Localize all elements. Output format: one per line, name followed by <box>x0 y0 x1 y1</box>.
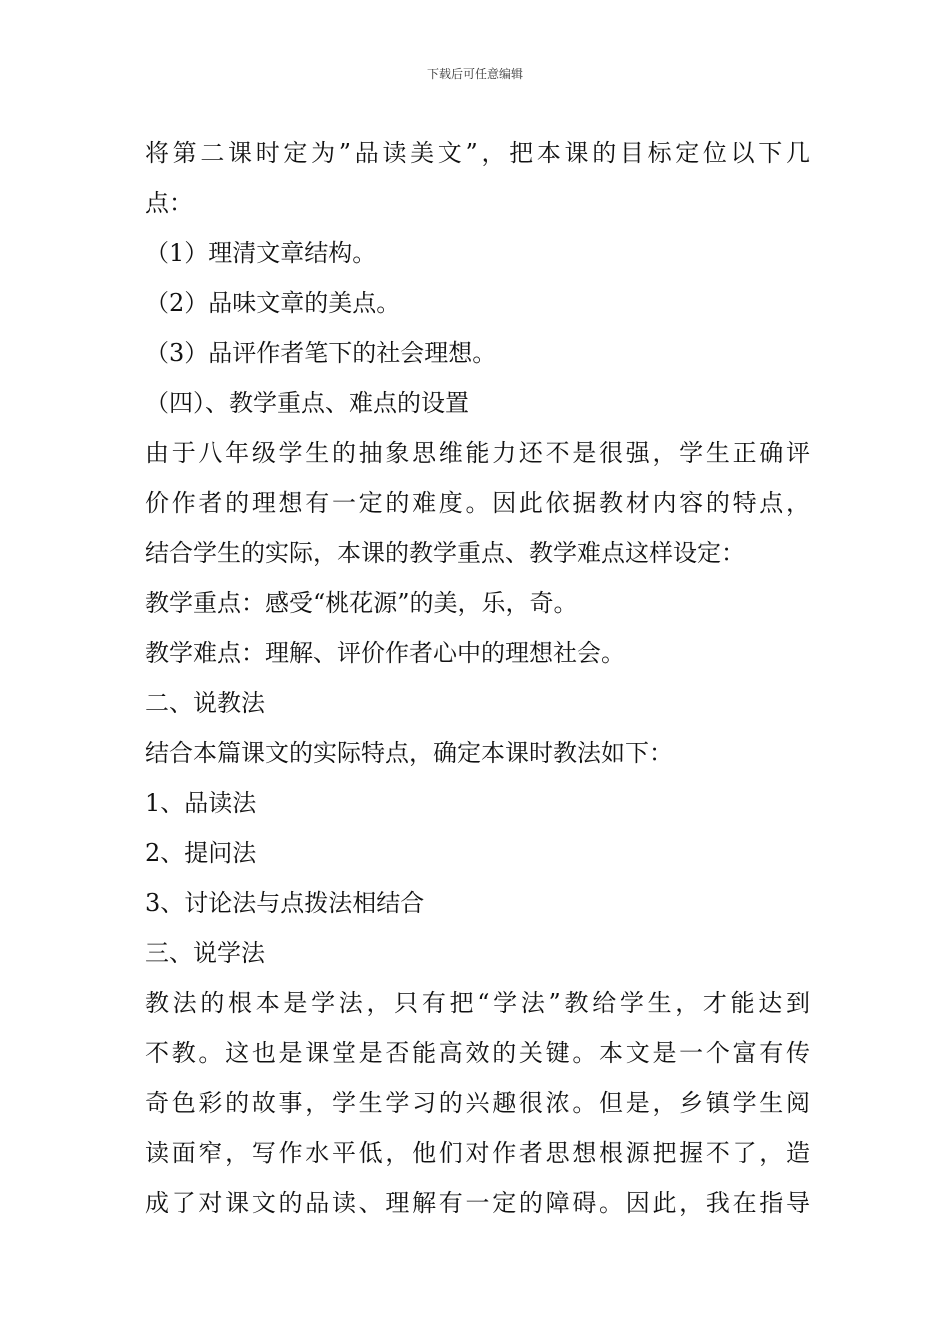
text-line-3: （1）理清文章结构。 <box>145 239 377 267</box>
text-line-22: 成了对课文的品读、理解有一定的障碍。因此，我在指导 <box>145 1189 810 1217</box>
page-header: 下载后可任意编辑 <box>426 67 523 81</box>
text-line-20: 奇色彩的故事，学生学习的兴趣很浓。但是，乡镇学生阅 <box>145 1089 810 1117</box>
text-line-4: （2）品味文章的美点。 <box>145 289 401 317</box>
text-line-11: 教学难点：理解、评价作者心中的理想社会。 <box>145 639 625 667</box>
section-heading-2: 二、说教法 <box>145 689 265 717</box>
document-body <box>145 128 810 1228</box>
list-item-1: 1、品读法 <box>145 789 257 817</box>
list-item-3: 3、讨论法与点拨法相结合 <box>145 889 425 917</box>
text-line-19: 不教。这也是课堂是否能高效的关键。本文是一个富有传 <box>145 1039 810 1067</box>
text-line-5: （3）品评作者笔下的社会理想。 <box>145 339 497 367</box>
section-heading-3: 三、说学法 <box>145 939 265 967</box>
text-line-7: 由于八年级学生的抽象思维能力还不是很强，学生正确评 <box>145 439 810 467</box>
text-line-10: 教学重点：感受“桃花源”的美，乐，奇。 <box>145 589 578 617</box>
text-line-1: 将第二课时定为”品读美文”，把本课的目标定位以下几 <box>145 139 810 167</box>
text-line-2: 点： <box>145 189 193 217</box>
list-item-2: 2、提问法 <box>145 839 257 867</box>
text-line-9: 结合学生的实际，本课的教学重点、教学难点这样设定： <box>145 539 745 567</box>
text-line-13: 结合本篇课文的实际特点，确定本课时教法如下： <box>145 739 673 767</box>
section-heading-4: （四）、教学重点、难点的设置 <box>145 389 469 417</box>
text-line-21: 读面窄，写作水平低，他们对作者思想根源把握不了，造 <box>145 1139 810 1167</box>
text-line-8: 价作者的理想有一定的难度。因此依据教材内容的特点， <box>145 489 810 517</box>
text-line-18: 教法的根本是学法，只有把“学法”教给学生，才能达到 <box>145 989 810 1017</box>
